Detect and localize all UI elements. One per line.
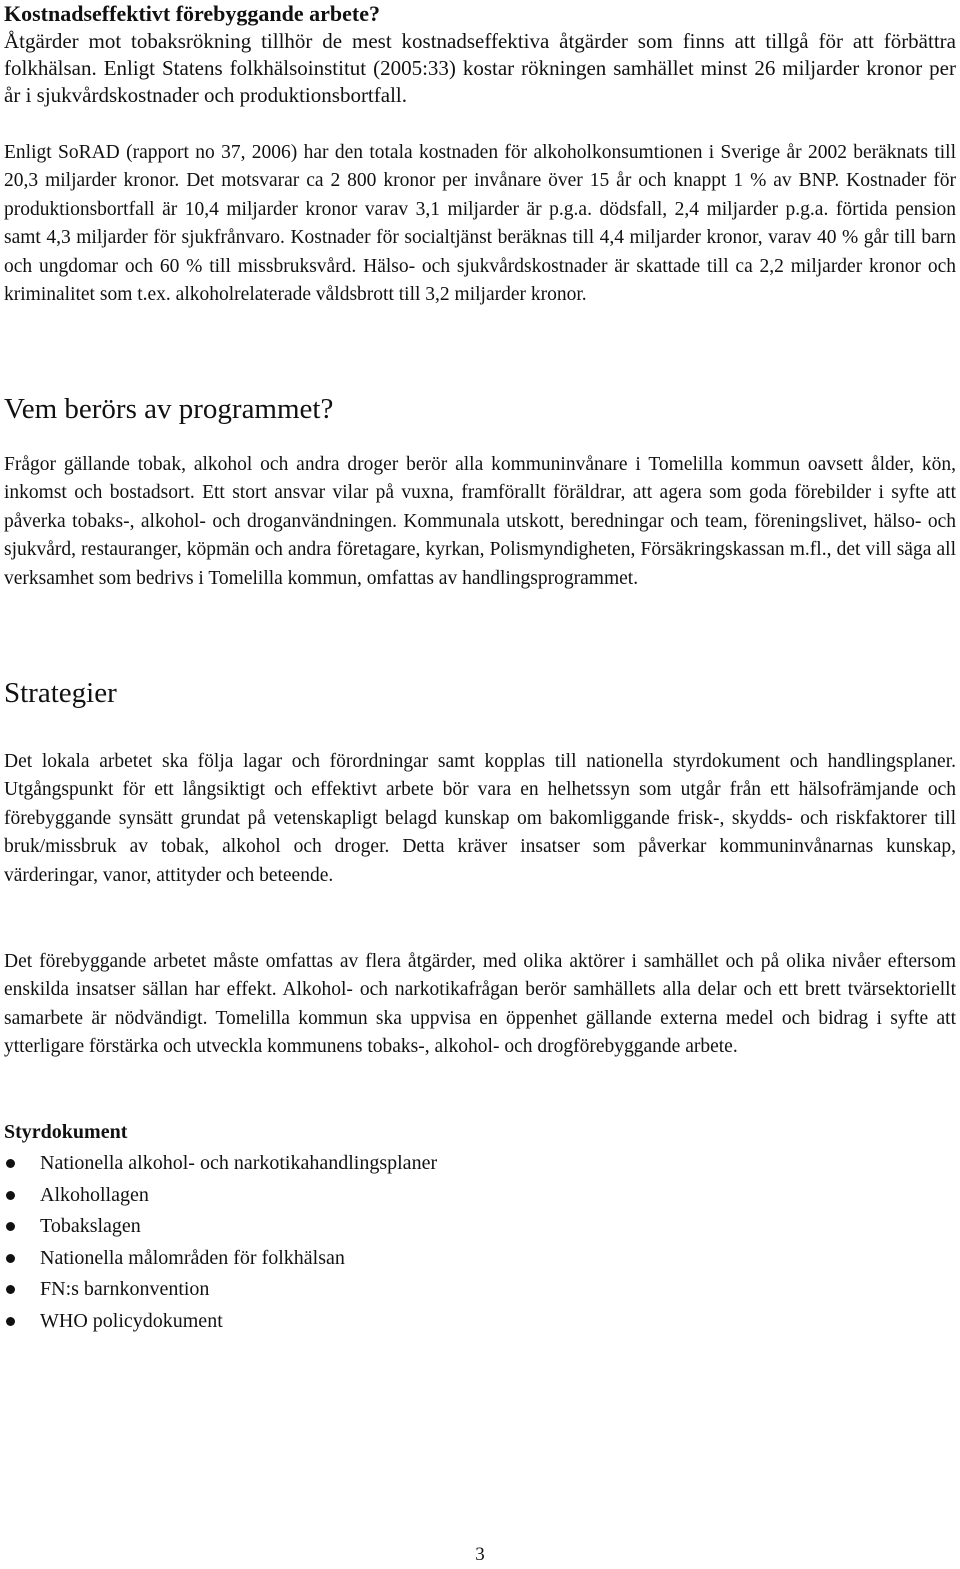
intro-paragraph: Åtgärder mot tobaksrökning tillhör de mest kostnadseffektiva åtgärder som finns att tillgå för att förbättra folkhälsan. Enligt Statens folkhälsoinstitut (2005:33) kostar rökningen samhället minst 26 miljarder kronor per år i sjukvårdskostnader och produktionsbortfall. — [4, 29, 956, 107]
sorad-cost-paragraph: Enligt SoRAD (rapport no 37, 2006) har den totala kostnaden för alkoholkonsumtionen i Sverige år 2002 beräknats till 20,3 miljarder kronor. Det motsvarar ca 2 800 kronor per invånare över 15 år och knappt 1 % av BNP. Kostnader för produktionsbortfall är 10,4 miljarder kronor varav 3,1 miljarder är p.g.a. dödsfall, 2,4 miljarder p.g.a. förtida pension samt 4,3 miljarder för sjukfrånvaro. Kostnader för socialtjänst beräknas till 4,4 miljarder kronor, varav 40 % går till barn och ungdomar och 60 % till missbruksvård. Hälso- och sjukvårdskostnader är skattade till ca 2,2 miljarder kronor och kriminalitet som t.ex. alkoholrelaterade våldsbrott till 3,2 miljarder kronor. — [4, 142, 956, 306]
page-number: 3 — [475, 1544, 485, 1565]
intro-heading: Kostnadseffektivt förebyggande arbete? — [4, 1, 380, 26]
bullet-icon — [6, 1222, 15, 1231]
bullet-icon — [6, 1317, 15, 1326]
styrdokument-list — [4, 1148, 956, 1337]
bullet-icon — [6, 1254, 15, 1263]
list-item: Alkohollagen — [4, 1180, 956, 1212]
list-item: FN:s barnkonvention — [4, 1274, 956, 1306]
bullet-icon — [6, 1159, 15, 1168]
section-heading-vem-berors: Vem berörs av programmet? — [4, 393, 334, 425]
section-heading-strategier: Strategier — [4, 677, 117, 709]
strategier-paragraph-1: Det lokala arbetet ska följa lagar och förordningar samt kopplas till nationella styrdokument och handlingsplaner. Utgångspunkt för ett långsiktigt och effektivt arbete bör vara en helhetssyn som utgår från ett hälsofrämjande och förebyggande synsätt grundat på vetenskapligt belagd kunskap om bakomliggande frisk-, skydds- och riskfaktorer till bruk/missbruk av tobak, alkohol och droger. Detta kräver insatser som påverkar kommuninvånarnas kunskap, värderingar, vanor, attityder och beteende. — [4, 751, 956, 886]
list-item: Nationella målområden för folkhälsan — [4, 1243, 956, 1275]
bullet-icon — [6, 1191, 15, 1200]
list-item: WHO policydokument — [4, 1306, 956, 1338]
bullet-icon — [6, 1285, 15, 1294]
list-item: Nationella alkohol- och narkotikahandlingsplaner — [4, 1148, 956, 1180]
strategier-paragraph-2: Det förebyggande arbetet måste omfattas av flera åtgärder, med olika aktörer i samhället och på olika nivåer eftersom enskilda insatser sällan har effekt. Alkohol- och narkotikafrågan berör samhällets alla delar och ett brett tvärsektoriellt samarbete är nödvändigt. Tomelilla kommun ska uppvisa en öppenhet gällande externa medel och bidrag i syfte att ytterligare förstärka och utveckla kommunens tobaks-, alkohol- och drogförebyggande arbete. — [4, 951, 956, 1058]
vem-berors-paragraph: Frågor gällande tobak, alkohol och andra droger berör alla kommuninvånare i Tomelilla kommun oavsett ålder, kön, inkomst och bostadsort. Ett stort ansvar vilar på vuxna, framförallt föräldrar, att agera som goda förebilder i syfte att påverka tobaks-, alkohol- och droganvändningen. Kommunala utskott, beredningar och team, föreningslivet, hälso- och sjukvård, restauranger, köpmän och andra företagare, kyrkan, Polismyndigheten, Försäkringskassan m.fl., det vill säga all verksamhet som bedrivs i Tomelilla kommun, omfattas av handlingsprogrammet. — [4, 454, 956, 589]
list-item: Tobakslagen — [4, 1211, 956, 1243]
styrdokument-heading: Styrdokument — [4, 1121, 128, 1143]
